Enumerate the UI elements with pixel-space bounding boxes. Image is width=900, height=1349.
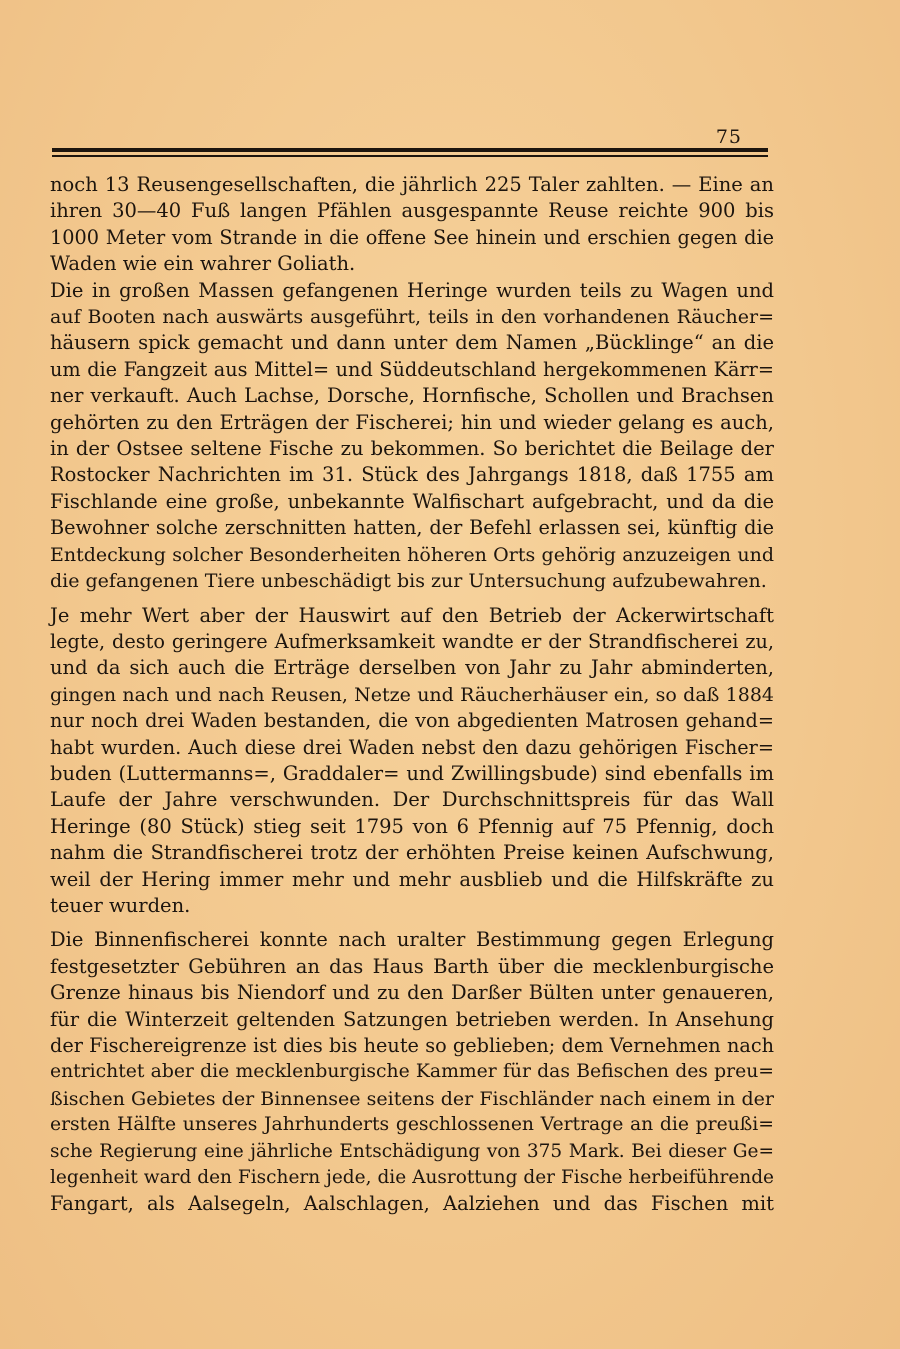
text-line: noch 13 Reusengesellschaften, die jährlich 225 Taler zahlten. — Eine an bbox=[50, 173, 774, 196]
header-rule-thin bbox=[52, 155, 768, 157]
paragraph-gap bbox=[50, 919, 774, 927]
text-line: Waden wie ein wahrer Goliath. bbox=[50, 252, 356, 276]
paragraph-1 bbox=[50, 172, 774, 278]
text-line: legte, desto geringere Aufmerksamkeit wandte er der Strandfischerei zu, bbox=[50, 629, 774, 653]
text-line: gingen nach und nach Reusen, Netze und Räucherhäuser ein, so daß 1884 bbox=[50, 683, 774, 706]
text-line: Fangart, als Aalsegeln, Aalschlagen, Aalziehen und das Fischen mit bbox=[50, 1192, 774, 1216]
text-line: Laufe der Jahre verschwunden. Der Durchschnittspreis für das Wall bbox=[50, 788, 774, 812]
text-line: Entdeckung solcher Besonderheiten höheren Orts gehörig anzuzeigen und bbox=[50, 543, 774, 566]
text-line: Fischlande eine große, unbekannte Walfischart aufgebracht, und da die bbox=[50, 489, 774, 513]
text-line: Die Binnenfischerei konnte nach uralter Bestimmung gegen Erlegung bbox=[50, 928, 774, 952]
text-line: nahm die Strandfischerei trotz der erhöhten Preise keinen Aufschwung, bbox=[50, 841, 774, 865]
page-number: 75 bbox=[715, 126, 742, 148]
text-line: ersten Hälfte unseres Jahrhunderts geschlossenen Vertrage an die preußi= bbox=[50, 1114, 774, 1136]
paragraph-2 bbox=[50, 278, 774, 595]
body-text bbox=[50, 172, 774, 1218]
paragraph-3 bbox=[50, 603, 774, 920]
text-line: weil der Hering immer mehr und mehr ausblieb und die Hilfskräfte zu bbox=[50, 867, 774, 891]
text-line: der Fischereigrenze ist dies bis heute so geblieben; dem Vernehmen nach bbox=[50, 1034, 774, 1057]
text-line: Bewohner solche zerschnitten hatten, der Befehl erlassen sei, künftig die bbox=[50, 516, 774, 540]
text-line: um die Fangzeit aus Mittel= und Süddeutschland hergekommenen Kärr= bbox=[50, 357, 774, 381]
text-line: ner verkauft. Auch Lachse, Dorsche, Hornfische, Schollen und Brachsen bbox=[50, 384, 774, 408]
text-line: Heringe (80 Stück) stieg seit 1795 von 6 Pfennig auf 75 Pfennig, doch bbox=[50, 814, 774, 838]
text-line: nur noch drei Waden bestanden, die von abgedienten Matrosen gehand= bbox=[50, 709, 774, 733]
text-line: Rostocker Nachrichten im 31. Stück des Jahrgangs 1818, daß 1755 am bbox=[50, 463, 774, 487]
paragraph-gap bbox=[50, 595, 774, 603]
text-line: die gefangenen Tiere unbeschädigt bis zur Untersuchung aufzubewahren. bbox=[50, 570, 767, 593]
text-line: buden (Luttermanns=, Graddaler= und Zwillingsbude) sind ebenfalls im bbox=[50, 761, 774, 785]
header-rule-thick bbox=[52, 148, 768, 152]
text-line: häusern spick gemacht und dann unter dem Namen „Bücklinge“ an die bbox=[50, 331, 774, 355]
text-line: und da sich auch die Erträge derselben von Jahr zu Jahr abminderten, bbox=[50, 656, 774, 680]
text-line: sche Regierung eine jährliche Entschädigung von 375 Mark. Bei dieser Ge= bbox=[50, 1140, 774, 1162]
text-line: in der Ostsee seltene Fische zu bekommen. So berichtet die Beilage der bbox=[50, 437, 774, 461]
text-line: gehörten zu den Erträgen der Fischerei; hin und wieder gelang es auch, bbox=[50, 410, 774, 434]
text-line: ihren 30—40 Fuß langen Pfählen ausgespannte Reuse reichte 900 bis bbox=[50, 199, 774, 223]
text-line: entrichtet aber die mecklenburgische Kammer für das Befischen des preu= bbox=[50, 1061, 774, 1083]
text-line: Grenze hinaus bis Niendorf und zu den Darßer Bülten unter genaueren, bbox=[50, 981, 774, 1005]
text-line: teuer wurden. bbox=[50, 893, 191, 917]
text-line: ßischen Gebietes der Binnensee seitens der Fischländer nach einem in der bbox=[50, 1087, 774, 1110]
text-line: für die Winterzeit geltenden Satzungen betrieben werden. In Ansehung bbox=[50, 1007, 774, 1031]
text-line: auf Booten nach auswärts ausgeführt, teils in den vorhandenen Räucher= bbox=[50, 306, 774, 329]
text-line: festgesetzter Gebühren an das Haus Barth über die mecklenburgische bbox=[50, 954, 774, 978]
paragraph-4 bbox=[50, 927, 774, 1217]
text-line: habt wurden. Auch diese drei Waden nebst den dazu gehörigen Fischer= bbox=[50, 735, 774, 759]
text-line: 1000 Meter vom Strande in die offene See hinein und erschien gegen die bbox=[50, 225, 774, 249]
text-line: Je mehr Wert aber der Hauswirt auf den Betrieb der Ackerwirtschaft bbox=[50, 603, 774, 627]
text-line: Die in großen Massen gefangenen Heringe wurden teils zu Wagen und bbox=[50, 278, 774, 302]
text-line: legenheit ward den Fischern jede, die Ausrottung der Fische herbeiführende bbox=[50, 1167, 774, 1189]
